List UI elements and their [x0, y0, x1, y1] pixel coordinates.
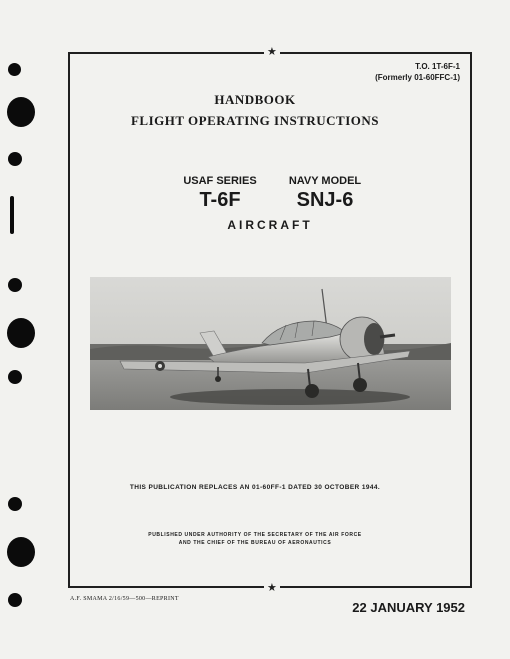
to-number: T.O. 1T-6F-1 [415, 62, 460, 71]
top-star-icon: ★ [264, 47, 280, 58]
usaf-series-label: USAF SERIES [183, 175, 257, 187]
usaf-model: T-6F [199, 189, 241, 211]
punch-hole [8, 152, 22, 166]
punch-hole [8, 63, 21, 76]
punch-hole [8, 593, 22, 607]
punch-hole [8, 370, 22, 384]
navy-model: SNJ-6 [296, 189, 354, 211]
formerly-number: (Formerly 01-60FFC-1) [375, 73, 460, 82]
aircraft-label: AIRCRAFT [227, 218, 313, 232]
punch-hole [8, 278, 22, 292]
aircraft-photo [90, 277, 451, 410]
punch-hole [7, 318, 35, 348]
authority-line-2: AND THE CHIEF OF THE BUREAU OF AERONAUTICS [178, 540, 332, 546]
to-number-block [375, 61, 460, 83]
document-title: FLIGHT OPERATING INSTRUCTIONS [130, 113, 380, 128]
punch-hole [8, 497, 22, 511]
aircraft-photo-image [90, 277, 451, 410]
bottom-star-icon: ★ [264, 583, 280, 594]
publication-date: 22 JANUARY 1952 [352, 600, 465, 615]
replacement-notice: THIS PUBLICATION REPLACES AN 01-60FF-1 DATED 30 OCTOBER 1944. [129, 484, 381, 491]
print-code: A.F. SMAMA 2/16/59—500—REPRINT [70, 596, 179, 602]
authority-line-1: PUBLISHED UNDER AUTHORITY OF THE SECRETARY OF THE AIR FORCE [148, 532, 362, 538]
navy-model-heading: NAVY MODEL [288, 175, 362, 187]
handbook-heading: HANDBOOK [214, 92, 296, 107]
